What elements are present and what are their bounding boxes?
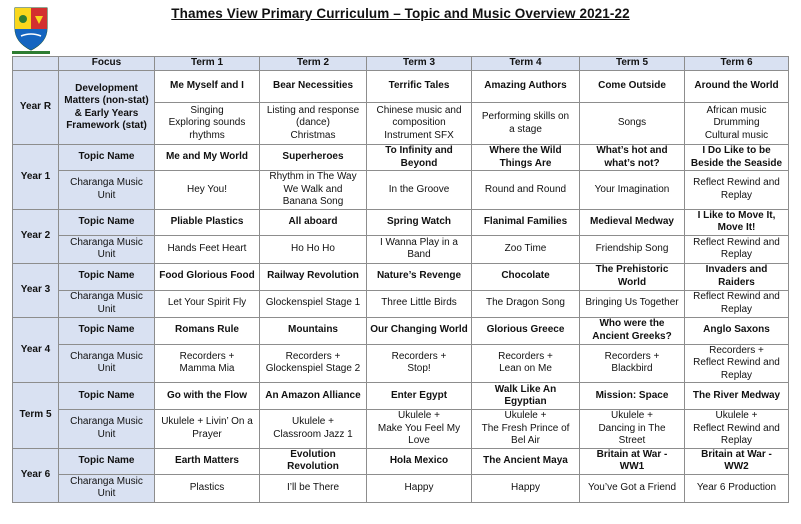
topic-cell-line: World xyxy=(617,276,647,288)
topic-cell xyxy=(260,209,367,235)
music-unit-label-line: Unit xyxy=(97,249,116,260)
topic-cell xyxy=(580,145,685,171)
topic-cell-line: Egyptian xyxy=(504,396,547,407)
topic-cell xyxy=(472,448,580,474)
topic-cell-line: WW2 xyxy=(724,461,749,472)
topic-cell-line: Beside the Seaside xyxy=(690,157,783,169)
topic-cell: Amazing Authors xyxy=(472,71,580,103)
music-unit-label xyxy=(59,410,155,449)
year-label: Year 1 xyxy=(13,145,59,210)
topic-cell-line: To Infinity and xyxy=(385,145,453,156)
music-cell-line: The Fresh Prince of xyxy=(481,422,570,434)
music-cell xyxy=(260,410,367,449)
music-cell xyxy=(580,474,685,502)
topic-cell xyxy=(155,448,260,474)
music-cell-line: Three Little Birds xyxy=(381,297,457,309)
music-cell-line: The Dragon Song xyxy=(486,297,565,309)
term-header: Term 6 xyxy=(685,57,789,71)
topic-cell xyxy=(260,263,367,290)
music-unit-label-line: Charanga Music xyxy=(70,350,143,362)
music-cell xyxy=(155,474,260,502)
year-label: Year 6 xyxy=(13,448,59,502)
music-cell-line: I Wanna Play in a xyxy=(379,236,458,248)
table-row xyxy=(13,317,789,344)
music-cell-line: (dance) xyxy=(296,117,330,129)
music-unit-label-line: Charanga Music xyxy=(70,291,143,302)
topic-cell-line: Who were the xyxy=(599,318,665,329)
term-header: Term 2 xyxy=(260,57,367,71)
topic-cell-line: Flanimal Families xyxy=(483,215,568,227)
topic-cell-line: Pliable Plastics xyxy=(170,215,244,227)
topic-cell-line: Raiders xyxy=(718,276,755,288)
focus-cell-line: Matters (non-stat) xyxy=(64,95,149,106)
music-cell-line: Cultural music xyxy=(704,129,769,141)
music-cell-line: Dancing in The xyxy=(598,422,666,434)
topic-cell xyxy=(260,317,367,344)
music-cell-line: Let Your Spirit Fly xyxy=(167,297,247,309)
music-cell xyxy=(472,235,580,263)
music-cell xyxy=(260,103,367,145)
topic-cell-line: Ancient Greeks? xyxy=(592,330,672,342)
music-cell xyxy=(472,103,580,145)
corner-cell xyxy=(13,57,59,71)
topic-cell-line: Earth Matters xyxy=(175,454,239,466)
music-cell xyxy=(685,410,789,449)
music-cell xyxy=(580,103,685,145)
music-cell-line: Ho Ho Ho xyxy=(291,242,335,254)
music-cell-line: Recorders + xyxy=(285,350,341,362)
music-cell-line: Love xyxy=(408,435,430,446)
topic-cell-line: The Prehistoric xyxy=(595,264,669,275)
topic-cell-line: Britain at War - xyxy=(701,448,772,460)
music-cell-line: Ukulele + xyxy=(292,416,334,428)
topic-cell xyxy=(472,209,580,235)
topic-cell-line: what’s not? xyxy=(604,157,660,169)
topic-cell xyxy=(367,145,472,171)
music-cell-line: Plastics xyxy=(189,481,225,493)
topic-cell xyxy=(685,145,789,171)
music-cell-line: Lean on Me xyxy=(499,363,552,375)
music-cell-line: Listing and response xyxy=(266,104,360,116)
topic-cell: Come Outside xyxy=(580,71,685,103)
music-cell xyxy=(685,474,789,502)
year-label: Year 2 xyxy=(13,209,59,263)
topic-cell-line: Things Are xyxy=(499,157,552,169)
header-row xyxy=(13,57,789,71)
topic-cell-line: Britain at War - xyxy=(596,448,668,460)
music-cell xyxy=(472,344,580,383)
topic-cell xyxy=(472,145,580,171)
music-cell-line: Friendship Song xyxy=(595,242,669,254)
topic-name-label: Topic Name xyxy=(59,448,155,474)
music-cell xyxy=(155,103,260,145)
topic-cell-line: Enter Egypt xyxy=(390,389,448,401)
topic-cell xyxy=(260,145,367,171)
music-cell-line: Instrument SFX xyxy=(384,129,454,141)
music-cell-line: Round and Round xyxy=(484,183,567,195)
music-cell-line: I’ll be There xyxy=(286,481,340,493)
topic-cell xyxy=(155,317,260,344)
topic-cell xyxy=(155,209,260,235)
table-row xyxy=(13,383,789,410)
music-cell-line: Exploring sounds xyxy=(168,117,246,129)
music-cell-line: Bel Air xyxy=(511,435,540,446)
table-row xyxy=(13,410,789,449)
music-cell-line: Hey You! xyxy=(186,183,228,195)
music-cell xyxy=(367,171,472,210)
music-unit-label-line: Charanga Music xyxy=(70,475,143,487)
music-cell xyxy=(367,344,472,383)
topic-cell-line: Me and My World xyxy=(165,151,249,163)
topic-cell xyxy=(155,383,260,410)
music-cell xyxy=(580,410,685,449)
topic-name-label: Topic Name xyxy=(59,263,155,290)
music-unit-label-line: Charanga Music xyxy=(70,236,143,248)
topic-cell-line: Go with the Flow xyxy=(167,389,247,401)
music-cell xyxy=(367,235,472,263)
focus-cell-line: Framework (stat) xyxy=(66,120,147,131)
music-cell xyxy=(472,410,580,449)
music-cell xyxy=(155,410,260,449)
topic-cell: Around the World xyxy=(685,71,789,103)
music-cell-line: Replay xyxy=(720,435,753,446)
focus-cell xyxy=(59,71,155,145)
topic-cell-line: Railway Revolution xyxy=(267,270,359,282)
music-cell-line: Ukulele + xyxy=(504,410,547,421)
topic-name-label: Topic Name xyxy=(59,209,155,235)
topic-cell xyxy=(155,145,260,171)
table-row xyxy=(13,290,789,317)
music-cell-line: Ukulele + xyxy=(398,410,440,421)
curriculum-table xyxy=(12,56,789,503)
music-cell-line: Recorders + xyxy=(709,344,764,356)
music-cell-line: Christmas xyxy=(290,129,336,141)
topic-cell-line: Glorious Greece xyxy=(486,324,565,336)
topic-cell-line: Romans Rule xyxy=(175,324,239,336)
topic-cell-line: Walk Like An xyxy=(494,383,557,395)
topic-cell-line: I Like to Move It, xyxy=(697,209,776,221)
music-cell xyxy=(260,290,367,317)
topic-cell xyxy=(580,448,685,474)
music-cell-line: Reflect Rewind and xyxy=(693,291,780,302)
topic-cell xyxy=(367,383,472,410)
music-cell-line: Songs xyxy=(617,117,647,129)
music-unit-label xyxy=(59,290,155,317)
music-cell xyxy=(685,103,789,145)
topic-cell xyxy=(685,317,789,344)
music-cell-line: We Walk and xyxy=(283,183,343,195)
music-cell xyxy=(580,235,685,263)
topic-cell-line: Food Glorious Food xyxy=(159,270,255,282)
music-cell-line: Replay xyxy=(720,189,753,201)
topic-cell xyxy=(685,263,789,290)
focus-header: Focus xyxy=(59,57,155,71)
music-cell-line: Ukulele + xyxy=(715,410,758,421)
music-cell-line: Rhythm in The Way xyxy=(269,171,357,182)
term-header: Term 1 xyxy=(155,57,260,71)
year-label: Year R xyxy=(13,71,59,145)
topic-cell-line: An Amazon Alliance xyxy=(265,389,361,401)
music-cell xyxy=(685,171,789,210)
table-row xyxy=(13,71,789,103)
topic-cell xyxy=(580,209,685,235)
music-cell-line: Year 6 Production xyxy=(696,481,777,493)
music-cell-line: Blackbird xyxy=(611,363,653,375)
music-unit-label-line: Unit xyxy=(97,189,116,201)
topic-cell xyxy=(367,448,472,474)
music-cell xyxy=(685,290,789,317)
topic-cell xyxy=(472,263,580,290)
topic-cell xyxy=(155,263,260,290)
music-cell xyxy=(580,171,685,210)
table-row xyxy=(13,263,789,290)
music-cell-line: Band xyxy=(407,249,431,260)
music-unit-label xyxy=(59,344,155,383)
year-label: Year 3 xyxy=(13,263,59,317)
music-cell-line: Chinese music and xyxy=(376,104,462,116)
topic-cell-line: Our Changing World xyxy=(370,324,468,336)
music-cell xyxy=(685,344,789,383)
music-cell xyxy=(580,344,685,383)
topic-cell-line: Anglo Saxons xyxy=(703,324,770,336)
topic-cell-line: What’s hot and xyxy=(596,145,668,156)
focus-cell-line: Development xyxy=(75,82,138,94)
table-row xyxy=(13,145,789,171)
topic-cell-line: Evolution xyxy=(290,448,336,460)
music-cell-line: Bringing Us Together xyxy=(585,297,679,309)
music-cell-line: Classroom Jazz 1 xyxy=(273,428,353,440)
topic-cell xyxy=(580,317,685,344)
topic-cell xyxy=(260,448,367,474)
topic-name-label: Topic Name xyxy=(59,383,155,410)
music-unit-label-line: Unit xyxy=(97,488,116,499)
music-cell-line: Recorders + xyxy=(179,350,235,362)
music-cell xyxy=(260,474,367,502)
topic-cell-line: Superheroes xyxy=(282,151,344,163)
music-cell-line: Stop! xyxy=(407,363,431,375)
music-cell-line: Banana Song xyxy=(282,196,344,207)
topic-cell-line: Revolution xyxy=(287,461,339,472)
music-unit-label-line: Unit xyxy=(97,428,116,440)
music-cell-line: Ukulele + xyxy=(611,410,653,421)
table-row xyxy=(13,171,789,210)
music-cell-line: Ukulele + Livin’ On a xyxy=(161,416,253,428)
music-cell-line: Replay xyxy=(720,369,753,381)
music-unit-label-line: Unit xyxy=(97,363,116,375)
music-cell xyxy=(580,290,685,317)
music-cell-line: Zoo Time xyxy=(504,242,547,254)
topic-cell-line: Beyond xyxy=(400,157,438,169)
music-cell-line: Your Imagination xyxy=(594,183,670,195)
music-cell xyxy=(472,290,580,317)
music-cell-line: Singing xyxy=(190,104,224,116)
music-cell xyxy=(685,235,789,263)
music-cell-line: Glockenspiel Stage 1 xyxy=(265,297,361,309)
music-cell xyxy=(472,474,580,502)
music-cell-line: Replay xyxy=(720,303,753,315)
music-cell-line: Make You Feel My xyxy=(377,422,461,434)
music-cell xyxy=(367,474,472,502)
music-unit-label-line: Charanga Music xyxy=(70,416,143,428)
music-unit-label xyxy=(59,171,155,210)
music-cell-line: Street xyxy=(618,435,646,446)
topic-cell: Bear Necessities xyxy=(260,71,367,103)
year-label: Term 5 xyxy=(13,383,59,449)
music-cell xyxy=(155,235,260,263)
table-row xyxy=(13,448,789,474)
topic-cell-line: Spring Watch xyxy=(386,215,452,227)
music-cell-line: Reflect Rewind and xyxy=(693,236,780,248)
music-cell-line: Hands Feet Heart xyxy=(167,242,247,254)
music-cell xyxy=(367,103,472,145)
topic-cell-line: The Ancient Maya xyxy=(483,454,568,466)
topic-cell xyxy=(472,317,580,344)
music-cell-line: Reflect Rewind and xyxy=(693,422,780,434)
topic-cell xyxy=(685,448,789,474)
topic-cell xyxy=(367,317,472,344)
music-cell-line: Performing skills on xyxy=(481,111,570,122)
music-cell-line: Drumming xyxy=(713,117,760,129)
music-cell-line: Reflect Rewind and xyxy=(693,357,780,368)
music-cell-line: In the Groove xyxy=(388,183,450,195)
table-row xyxy=(13,474,789,502)
music-cell-line: a stage xyxy=(509,123,542,135)
topic-cell-line: WW1 xyxy=(619,461,645,472)
music-cell-line: Happy xyxy=(511,481,540,493)
topic-cell-line: Mountains xyxy=(288,324,338,336)
music-cell xyxy=(155,290,260,317)
topic-cell: Me Myself and I xyxy=(155,71,260,103)
music-cell xyxy=(260,235,367,263)
music-unit-label-line: Charanga Music xyxy=(70,177,143,189)
music-cell-line: African music xyxy=(706,104,767,116)
topic-cell-line: Nature’s Revenge xyxy=(376,270,462,282)
term-header: Term 3 xyxy=(367,57,472,71)
music-cell xyxy=(260,344,367,383)
music-unit-label xyxy=(59,235,155,263)
page-title: Thames View Primary Curriculum – Topic and Music Overview 2021-22 xyxy=(171,6,630,21)
topic-cell-line: I Do Like to be xyxy=(702,145,771,156)
music-cell-line: Happy xyxy=(404,481,434,493)
topic-cell-line: The River Medway xyxy=(692,389,781,401)
topic-cell-line: Move It! xyxy=(717,222,756,233)
topic-cell xyxy=(260,383,367,410)
music-cell-line: Glockenspiel Stage 2 xyxy=(265,363,361,375)
year-label: Year 4 xyxy=(13,317,59,383)
topic-cell-line: Mission: Space xyxy=(595,389,669,401)
music-cell xyxy=(367,410,472,449)
topic-cell-line: Medieval Medway xyxy=(590,215,674,227)
music-cell xyxy=(155,344,260,383)
music-cell-line: Recorders + xyxy=(604,350,660,362)
topic-cell-line: Hola Mexico xyxy=(389,454,449,466)
music-cell-line: rhythms xyxy=(189,129,225,141)
music-cell-line: Mamma Mia xyxy=(179,363,235,375)
music-cell-line: Prayer xyxy=(192,428,222,440)
topic-cell-line: Invaders and xyxy=(705,264,768,275)
topic-cell xyxy=(580,383,685,410)
music-cell xyxy=(472,171,580,210)
table-row xyxy=(13,344,789,383)
focus-cell-line: & Early Years xyxy=(74,107,139,119)
table-row xyxy=(13,209,789,235)
topic-cell-line: Where the Wild xyxy=(489,145,562,156)
topic-cell xyxy=(367,209,472,235)
topic-cell xyxy=(580,263,685,290)
music-cell xyxy=(367,290,472,317)
topic-name-label: Topic Name xyxy=(59,317,155,344)
music-cell xyxy=(260,171,367,210)
topic-cell xyxy=(685,383,789,410)
music-cell-line: Recorders + xyxy=(498,350,553,362)
music-unit-label xyxy=(59,474,155,502)
music-cell-line: Recorders + xyxy=(391,350,447,362)
music-cell xyxy=(155,171,260,210)
topic-cell xyxy=(367,263,472,290)
topic-cell-line: All aboard xyxy=(288,215,338,227)
topic-name-label: Topic Name xyxy=(59,145,155,171)
topic-cell: Terrific Tales xyxy=(367,71,472,103)
music-cell-line: Reflect Rewind and xyxy=(693,177,780,189)
music-unit-label-line: Unit xyxy=(97,303,116,315)
term-header: Term 4 xyxy=(472,57,580,71)
table-row xyxy=(13,235,789,263)
music-cell-line: composition xyxy=(392,117,446,129)
music-cell-line: Replay xyxy=(720,249,753,260)
term-header: Term 5 xyxy=(580,57,685,71)
topic-cell xyxy=(685,209,789,235)
music-cell-line: You’ve Got a Friend xyxy=(587,481,677,493)
topic-cell xyxy=(472,383,580,410)
topic-cell-line: Chocolate xyxy=(501,270,550,282)
